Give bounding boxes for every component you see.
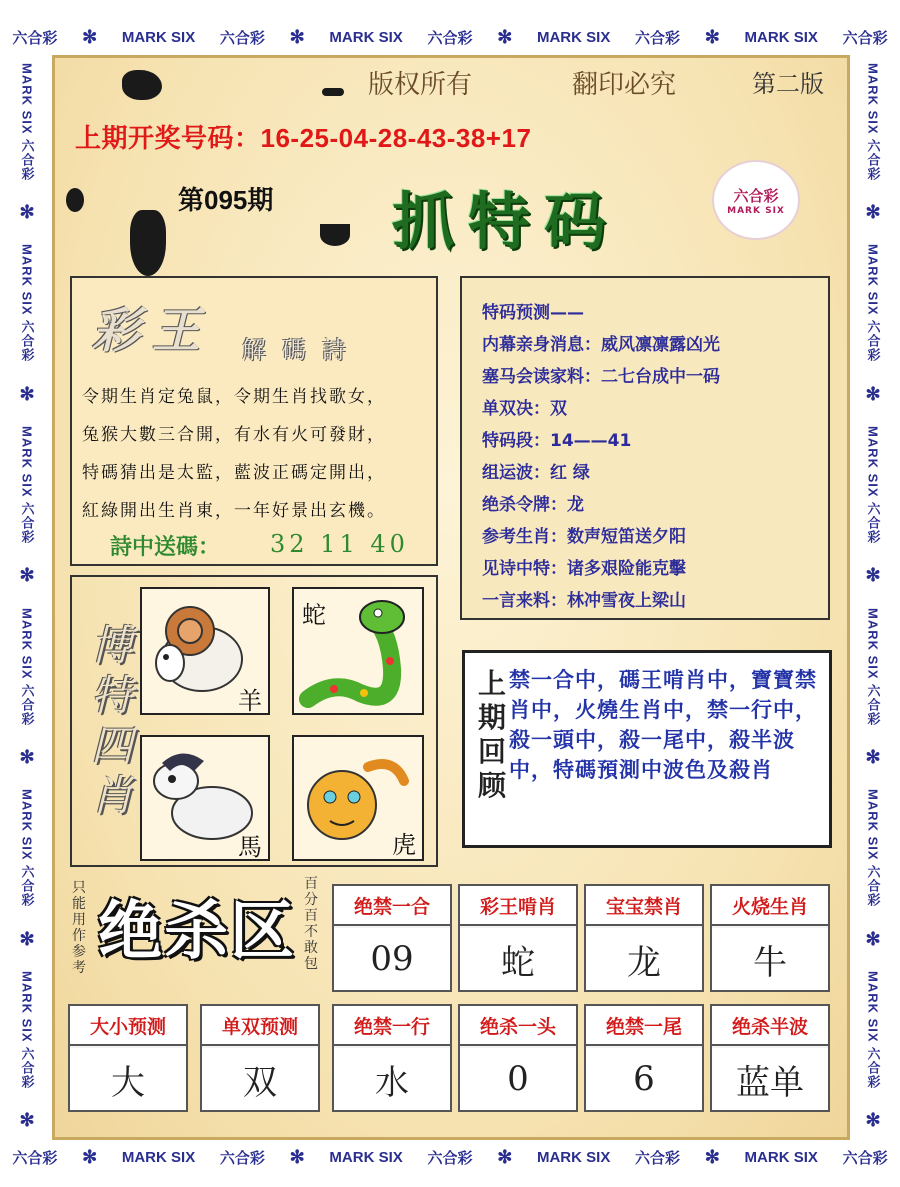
kill-cell-value: 水 (334, 1048, 450, 1110)
flower-icon: ✻ (865, 1110, 881, 1131)
kill-cell-value: 蛇 (460, 928, 576, 990)
flower-icon: ✻ (704, 26, 720, 47)
frame-brand-vertical: MARK SIX 六合彩 (865, 970, 881, 1089)
flower-icon: ✻ (865, 928, 881, 949)
prediction-line: 参考生肖：数声短笛送夕阳 (482, 527, 686, 547)
frame-brand-en: MARK SIX (329, 1148, 403, 1166)
zodiac-cell-snake (292, 587, 424, 715)
kill-cell-value: 大 (70, 1048, 186, 1110)
logo-cn-text: 六合彩 (733, 186, 779, 205)
flower-icon: ✻ (289, 26, 305, 47)
frame-brand-vertical: MARK SIX 六合彩 (865, 425, 881, 545)
prediction-line: 塞马会读家料：二七台成中一码 (482, 367, 720, 387)
frame-brand-vertical: MARK SIX 六合彩 (19, 970, 35, 1089)
last-period-review-box (462, 650, 832, 848)
kill-cell (584, 1004, 704, 1112)
decor-blob (130, 210, 166, 276)
zodiac-name: 蛇 (302, 601, 326, 629)
prediction-line: 内幕亲身消息：威风凛凛露凶光 (482, 335, 720, 355)
kill-cell-label: 绝禁一行 (334, 1006, 450, 1046)
four-zodiac-char: 四 (90, 721, 133, 770)
kill-cell-label: 大小预测 (70, 1006, 186, 1046)
frame-brand-vertical: MARK SIX 六合彩 (865, 789, 881, 908)
frame-brand-cn: 六合彩 (842, 29, 888, 47)
kill-cell-label: 单双预测 (202, 1006, 318, 1046)
prediction-line: 一言来料：林冲雪夜上梁山 (482, 591, 686, 611)
frame-brand-cn: 六合彩 (219, 1149, 265, 1167)
frame-brand-cn: 六合彩 (12, 29, 58, 47)
kill-cell-label: 绝杀一头 (460, 1006, 576, 1046)
flower-icon: ✻ (19, 746, 35, 767)
four-zodiac-char: 特 (90, 671, 133, 720)
poem-title: 彩王 (92, 303, 213, 359)
four-zodiac-char: 博 (90, 621, 133, 670)
frame-bottom-strip (0, 1142, 900, 1172)
frame-brand-vertical: MARK SIX 六合彩 (19, 789, 35, 908)
kill-cell-value: 双 (202, 1048, 318, 1110)
frame-brand-en: MARK SIX (121, 28, 196, 46)
frame-left-strip (12, 52, 42, 1142)
frame-brand-cn: 六合彩 (427, 29, 473, 47)
frame-brand-cn: 六合彩 (635, 29, 681, 47)
poem-line: 特碼猜出是太監，藍波正碼定開出， (82, 463, 386, 483)
kill-zone-title: 绝杀区 (98, 895, 296, 969)
kill-cell-value: 蓝单 (712, 1048, 828, 1110)
kill-cell-value: 牛 (712, 928, 828, 990)
frame-brand-cn: 六合彩 (635, 1149, 681, 1167)
poem-line: 令期生肖定兔鼠，令期生肖找歌女， (82, 387, 386, 407)
frame-brand-cn: 六合彩 (427, 1149, 473, 1167)
kill-cell (584, 884, 704, 992)
kill-cell (710, 1004, 830, 1112)
zodiac-cell-horse (140, 735, 270, 861)
frame-brand-vertical: MARK SIX 六合彩 (865, 62, 881, 181)
poem-line: 兔猴大數三合開，有水有火可發財， (82, 425, 386, 445)
frame-right-strip (858, 52, 888, 1142)
review-title-char: 上 (477, 667, 506, 700)
kill-cell (710, 884, 830, 992)
poem-gift-numbers: 32 11 40 (270, 530, 409, 558)
kill-cell (332, 1004, 452, 1112)
issue-number: 第095期 (178, 185, 274, 215)
flower-icon: ✻ (497, 26, 513, 47)
edition-text: 第二版 (752, 70, 824, 98)
kill-cell-value: 龙 (586, 928, 702, 990)
zodiac-name: 羊 (238, 687, 262, 715)
poem-box (70, 276, 438, 566)
frame-brand-vertical: MARK SIX 六合彩 (19, 425, 35, 545)
kill-cell-label: 宝宝禁肖 (586, 886, 702, 926)
prediction-line: 组运波：红 绿 (482, 463, 590, 483)
kill-zone-left-note: 只能用作参考 (72, 880, 86, 976)
kill-cell-label: 绝禁一合 (334, 886, 450, 926)
flower-icon: ✻ (19, 202, 35, 223)
frame-brand-vertical: MARK SIX 六合彩 (865, 607, 881, 726)
kill-zone-right-note: 百分百不敢包 (304, 876, 318, 972)
frame-brand-vertical: MARK SIX 六合彩 (19, 244, 35, 363)
frame-brand-cn: 六合彩 (842, 1149, 888, 1167)
frame-brand-en: MARK SIX (536, 1148, 611, 1166)
flower-icon: ✻ (865, 383, 881, 404)
kill-cell-value: 6 (586, 1048, 702, 1110)
kill-cell-value: 09 (334, 928, 450, 990)
review-text: 禁一合中，碼王啃肖中，寶寶禁肖中，火燒生肖中，禁一行中，殺一頭中，殺一尾中，殺半波中，特碼預測中波色及殺肖 (509, 668, 817, 782)
zodiac-cell-tiger (292, 735, 424, 861)
kill-cell (332, 884, 452, 992)
review-title (477, 667, 507, 803)
zodiac-cell-goat (140, 587, 270, 715)
flower-icon: ✻ (865, 746, 881, 767)
zodiac-name: 虎 (392, 831, 416, 859)
flower-icon: ✻ (19, 1110, 35, 1131)
flower-icon: ✻ (82, 1146, 98, 1167)
kill-cell (68, 1004, 188, 1112)
frame-brand-en: MARK SIX (744, 28, 818, 46)
mark-six-logo (712, 160, 800, 240)
decor-blob (122, 70, 162, 100)
prediction-line: 见诗中特：诸多艰险能克擊 (482, 559, 686, 579)
flower-icon: ✻ (865, 565, 881, 586)
review-title-char: 顾 (477, 769, 506, 802)
kill-cell-label: 绝禁一尾 (586, 1006, 702, 1046)
flower-icon: ✻ (19, 928, 35, 949)
prediction-line: 单双决：双 (482, 399, 567, 419)
main-title: 抓特码 (392, 185, 621, 258)
frame-top-strip (0, 22, 900, 52)
prediction-line: 特码段：14——41 (482, 431, 632, 451)
frame-brand-cn: 六合彩 (12, 1149, 58, 1167)
frame-brand-en: MARK SIX (329, 28, 403, 46)
no-reprint-text: 翻印必究 (572, 70, 677, 100)
flower-icon: ✻ (19, 383, 35, 404)
prediction-box (460, 276, 830, 620)
frame-brand-en: MARK SIX (744, 1148, 818, 1166)
frame-brand-en: MARK SIX (536, 28, 611, 46)
flower-icon: ✻ (865, 202, 881, 223)
frame-brand-cn: 六合彩 (219, 29, 265, 47)
copyright-text: 版权所有 (368, 70, 473, 100)
last-draw-numbers: 上期开奖号码：16-25-04-28-43-38+17 (75, 123, 532, 153)
flower-icon: ✻ (704, 1146, 720, 1167)
kill-cell-label: 火烧生肖 (712, 886, 828, 926)
frame-brand-en: MARK SIX (121, 1148, 196, 1166)
review-title-char: 回 (477, 735, 506, 768)
review-title-char: 期 (477, 701, 506, 734)
flower-icon: ✻ (19, 565, 35, 586)
prediction-line: 特码预测—— (482, 303, 584, 323)
frame-brand-vertical: MARK SIX 六合彩 (865, 244, 881, 363)
four-zodiac-label (86, 621, 138, 821)
flower-icon: ✻ (497, 1146, 513, 1167)
kill-cell-label: 彩王啃肖 (460, 886, 576, 926)
kill-cell (458, 1004, 578, 1112)
frame-brand-vertical: MARK SIX 六合彩 (19, 607, 35, 726)
decor-blob (66, 188, 84, 212)
decor-blob (322, 88, 344, 96)
poem-subtitle: 解碼詩 (242, 336, 362, 364)
flower-icon: ✻ (289, 1146, 305, 1167)
prediction-line: 绝杀令牌：龙 (482, 495, 584, 515)
four-zodiac-char: 肖 (90, 771, 133, 820)
zodiac-name: 馬 (238, 833, 262, 861)
decor-blob (320, 224, 350, 246)
four-zodiac-box (70, 575, 438, 867)
frame-brand-vertical: MARK SIX 六合彩 (19, 62, 35, 181)
kill-cell (458, 884, 578, 992)
kill-cell (200, 1004, 320, 1112)
logo-en-text: MARK SIX (727, 205, 785, 216)
flower-icon: ✻ (82, 26, 98, 47)
poem-gift-label: 詩中送碼： (110, 534, 221, 560)
kill-cell-label: 绝杀半波 (712, 1006, 828, 1046)
kill-cell-value: 0 (460, 1048, 576, 1110)
poem-line: 紅綠開出生肖東，一年好景出玄機。 (82, 501, 386, 521)
